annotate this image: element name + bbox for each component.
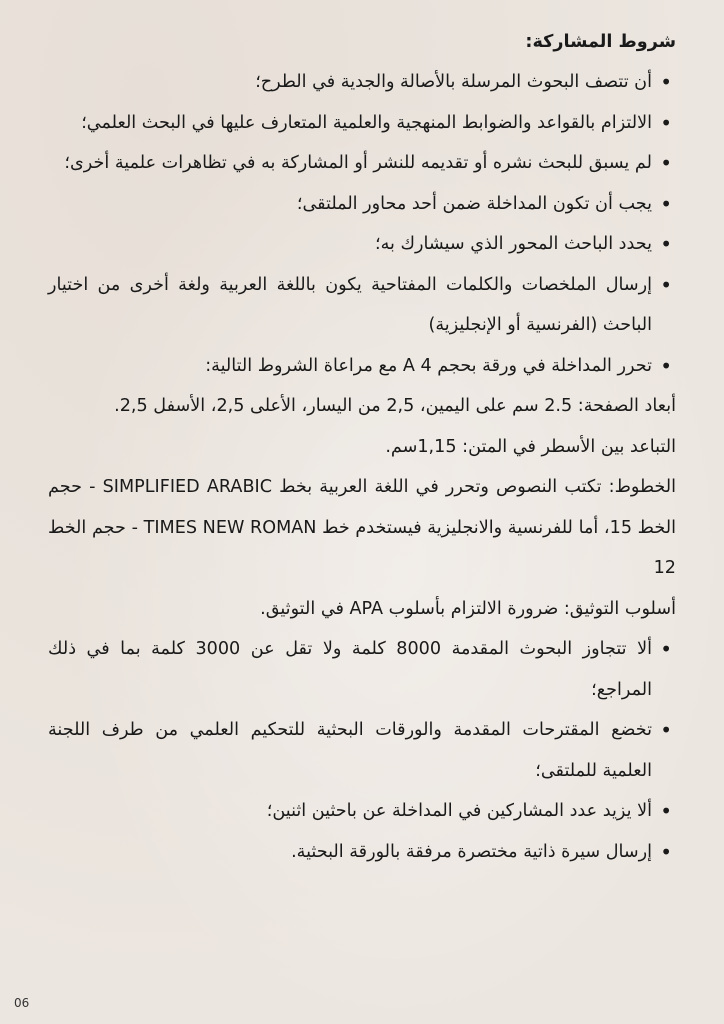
list-item: • الالتزام بالقواعد والضوابط المنهجية والعلمية المتعارف عليها في البحث العلمي؛ bbox=[48, 103, 676, 144]
section-heading: شروط المشاركة: bbox=[525, 32, 676, 52]
list-item: • يحدد الباحث المحور الذي سيشارك به؛ bbox=[48, 224, 676, 265]
list-item: • إرسال الملخصات والكلمات المفتاحية يكون باللغة العربية ولغة أخرى من اختيار الباحث (الفرنسية أو الإنجليزية) bbox=[48, 265, 676, 346]
page-number: 06 bbox=[14, 996, 30, 1010]
document-content bbox=[48, 22, 676, 872]
fonts-paragraph: الخطوط: تكتب النصوص وتحرر في اللغة العربية بخط SIMPLIFIED ARABIC - حجم الخط 15، أما للفرنسية والانجليزية فيستخدم خط TIMES NEW ROMAN - حجم الخط 12 bbox=[48, 477, 676, 578]
list-item: • يجب أن تكون المداخلة ضمن أحد محاور الملتقى؛ bbox=[48, 184, 676, 225]
list-item: • تخضع المقترحات المقدمة والورقات البحثية للتحكيم العلمي من طرف اللجنة العلمية للملتقى؛ bbox=[48, 710, 676, 791]
page-dimensions-paragraph: أبعاد الصفحة: 2.5 سم على اليمين، 2,5 من اليسار، الأعلى 2,5، الأسفل 2,5. bbox=[114, 396, 676, 416]
list-item: • ألا يزيد عدد المشاركين في المداخلة عن باحثين اثنين؛ bbox=[48, 791, 676, 832]
list-item: • ألا تتجاوز البحوث المقدمة 8000 كلمة ولا تقل عن 3000 كلمة بما في ذلك المراجع؛ bbox=[48, 629, 676, 710]
citation-style-paragraph: أسلوب التوثيق: ضرورة الالتزام بأسلوب APA في التوثيق. bbox=[260, 598, 676, 619]
list-item: • إرسال سيرة ذاتية مختصرة مرفقة بالورقة البحثية. bbox=[48, 832, 676, 873]
conditions-list-a bbox=[48, 62, 676, 386]
list-item: • أن تتصف البحوث المرسلة بالأصالة والجدية في الطرح؛ bbox=[48, 62, 676, 103]
line-spacing-paragraph: التباعد بين الأسطر في المتن: 1,15سم. bbox=[385, 436, 676, 457]
list-item: • لم يسبق للبحث نشره أو تقديمه للنشر أو المشاركة به في تظاهرات علمية أخرى؛ bbox=[48, 143, 676, 184]
conditions-list-b bbox=[48, 629, 676, 872]
list-item: • تحرر المداخلة في ورقة بحجم A 4 مع مراعاة الشروط التالية: bbox=[48, 346, 676, 387]
